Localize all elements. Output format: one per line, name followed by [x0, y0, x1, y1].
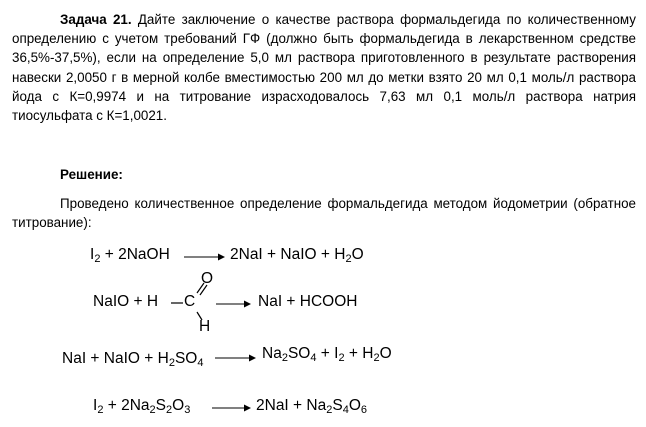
reaction-arrow-3	[215, 353, 257, 363]
task-text: Дайте заключение о качестве раствора формальдегида по количественному определению с учетом требований ГФ (должно быть формальдегида в лекарственном средстве 36,5%-37,5%), если на определение 5,0 мл раствора приготовленного в результате растворения навески 2,0050 г в мерной колбе вместимостью 200 мл до метки взято 20 мл 0,1 моль/л раствора йода с К=0,9974 и на титрование израсходовалось 7,63 мл 0,1 моль/л раствора натрия тиосульфата с К=1,0021.	[12, 12, 636, 124]
equation-3-lhs: NaI + NaIO + $H_2SO_4$	[62, 350, 204, 369]
reaction-arrow-1	[184, 252, 226, 262]
solution-intro: Проведено количественное определение формальдегида методом йодометрии (обратное титрование):	[12, 196, 636, 231]
equation-1-lhs: $I_2$ + 2NaOH	[90, 246, 170, 265]
oxygen-atom: O	[201, 270, 214, 287]
equation-2-lhs: NaIO + H	[93, 293, 159, 310]
carbon-atom: C	[184, 293, 196, 310]
hydrogen-atom: H	[199, 318, 211, 335]
equation-4-rhs: $2NaI + Na_2S_4O_6$	[256, 397, 368, 416]
solution-heading: Решение:	[60, 167, 123, 182]
equation-1-rhs: 2NaI + NaIO + $H_2O$	[230, 246, 364, 265]
equation-3-rhs: $Na_2SO_4 + I_2 + H_2O$	[262, 345, 392, 364]
reaction-arrow-2	[216, 299, 252, 309]
equation-2-rhs: NaI + HCOOH	[258, 293, 358, 310]
reaction-arrow-4	[212, 403, 252, 413]
task-paragraph	[12, 10, 636, 125]
equation-4-lhs: $I_2 + 2Na_2S_2O_3$	[93, 397, 191, 416]
task-label: Задача 21.	[60, 12, 132, 27]
